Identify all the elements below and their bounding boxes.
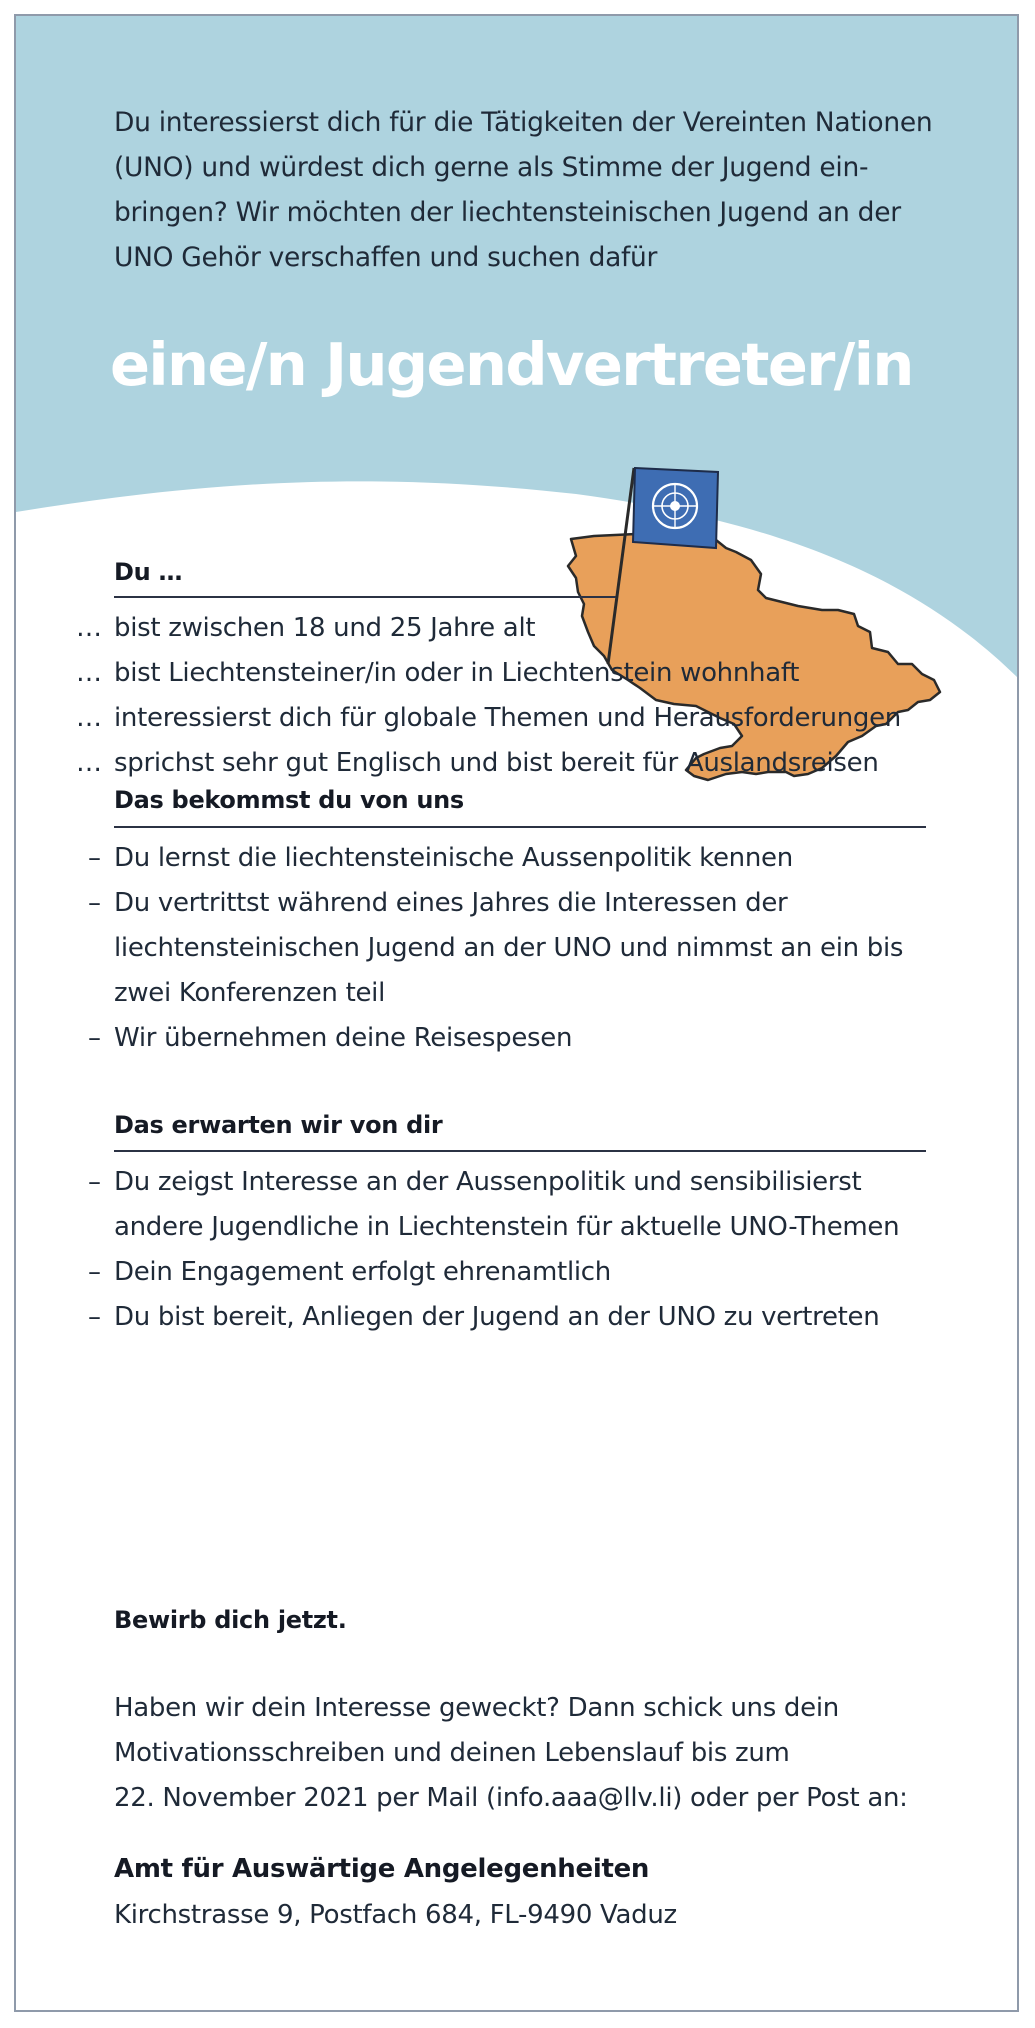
apply-line: Motivationsschreiben und deinen Lebenslauf bis zum xyxy=(114,1738,790,1768)
list-item: – Wir übernehmen deine Reisespesen xyxy=(76,1016,903,1061)
list-item: … interessierst dich für globale Themen und Herausforderungen xyxy=(76,696,901,741)
list-item: … bist Liechtensteiner/in oder in Liechtenstein wohnhaft xyxy=(76,651,901,696)
un-flag-icon xyxy=(633,468,718,548)
organization-name: Amt für Auswärtige Angelegenheiten xyxy=(114,1854,650,1884)
ellipsis-bullet: … xyxy=(76,703,102,733)
list-item: – Du zeigst Interesse an der Aussenpolitik und sensibilisierst xyxy=(76,1160,899,1205)
apply-line: Haben wir dein Interesse geweckt? Dann schick uns dein xyxy=(114,1693,839,1723)
list-item: – Dein Engagement erfolgt ehrenamtlich xyxy=(76,1250,899,1295)
section-heading-du: Du … xyxy=(114,558,183,586)
flyer-page xyxy=(14,14,1019,2012)
expectations-list xyxy=(76,1160,899,1340)
ellipsis-bullet: … xyxy=(76,658,102,688)
dash-bullet: – xyxy=(88,1302,101,1332)
list-item-continuation: zwei Konferenzen teil xyxy=(114,978,386,1008)
page-title: eine/n Jugendvertreter/in xyxy=(110,330,913,399)
offer-list xyxy=(76,836,903,1061)
dash-bullet: – xyxy=(88,1167,101,1197)
divider xyxy=(114,826,926,828)
list-item-continuation: andere Jugendliche in Liechtenstein für aktuelle UNO-Themen xyxy=(114,1212,900,1242)
dash-bullet: – xyxy=(88,888,101,918)
apply-line: 22. November 2021 per Mail (info.aaa@llv.li) oder per Post an: xyxy=(114,1783,908,1813)
organization-address: Kirchstrasse 9, Postfach 684, FL-9490 Vaduz xyxy=(114,1900,677,1930)
list-item: … sprichst sehr gut Englisch und bist bereit für Auslandsreisen xyxy=(76,741,901,786)
intro-line: bringen? Wir möchten der liechtensteinischen Jugend an der xyxy=(114,197,901,228)
section-heading-offer: Das bekommst du von uns xyxy=(114,786,464,814)
intro-line: UNO Gehör verschaffen und suchen dafür xyxy=(114,242,658,273)
ellipsis-bullet: … xyxy=(76,748,102,778)
apply-text xyxy=(114,1686,908,1821)
dash-bullet: – xyxy=(88,1023,101,1053)
intro-text xyxy=(114,100,934,280)
list-item: – Du bist bereit, Anliegen der Jugend an der UNO zu vertreten xyxy=(76,1295,899,1340)
section-heading-expect: Das erwarten wir von dir xyxy=(114,1111,443,1139)
divider xyxy=(114,1150,926,1152)
list-item: – Du lernst die liechtensteinische Aussenpolitik kennen xyxy=(76,836,903,881)
ellipsis-bullet: … xyxy=(76,613,102,643)
requirements-list xyxy=(76,606,901,786)
list-item: … bist zwischen 18 und 25 Jahre alt xyxy=(76,606,901,651)
divider xyxy=(114,596,616,598)
dash-bullet: – xyxy=(88,1257,101,1287)
intro-line: (UNO) und würdest dich gerne als Stimme der Jugend ein- xyxy=(114,152,869,183)
list-item: – Du vertrittst während eines Jahres die Interessen der xyxy=(76,881,903,926)
dash-bullet: – xyxy=(88,843,101,873)
email-link[interactable]: info.aaa@llv.li xyxy=(495,1783,673,1813)
list-item-continuation: liechtensteinischen Jugend an der UNO und nimmst an ein bis xyxy=(114,933,904,963)
section-heading-apply: Bewirb dich jetzt. xyxy=(114,1606,347,1634)
intro-line: Du interessierst dich für die Tätigkeiten der Vereinten Nationen xyxy=(114,107,933,138)
